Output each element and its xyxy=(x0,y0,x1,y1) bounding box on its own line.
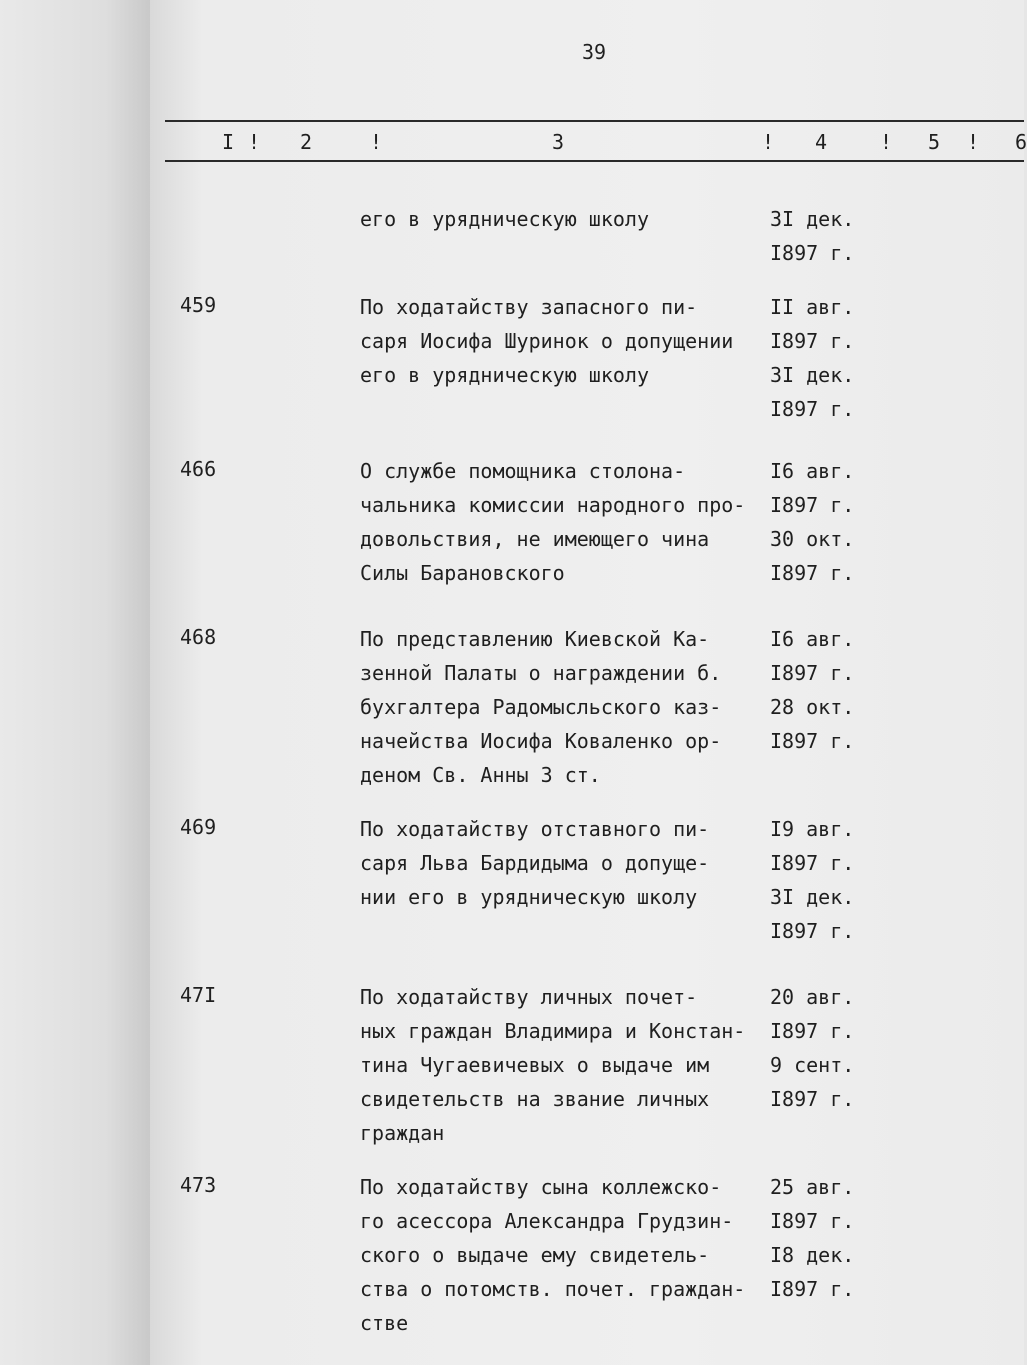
entry-dates xyxy=(770,812,890,948)
date-line: I6 авг. xyxy=(770,459,855,483)
date-line: I897 г. xyxy=(770,329,855,353)
description-line: По ходатайству запасного пи- xyxy=(360,295,698,319)
entry-number: 47I xyxy=(180,983,217,1007)
date-line: I897 г. xyxy=(770,729,855,753)
date-line: I897 г. xyxy=(770,561,855,585)
entry-description xyxy=(360,1170,780,1340)
description-line: По ходатайству сына коллежско- xyxy=(360,1175,722,1199)
date-line: 28 окт. xyxy=(770,695,855,719)
description-line: По ходатайству отставного пи- xyxy=(360,817,710,841)
date-line: 25 авг. xyxy=(770,1175,855,1199)
description-line: Силы Барановского xyxy=(360,561,565,585)
description-line: начейства Иосифа Коваленко ор- xyxy=(360,729,722,753)
description-line: зенной Палаты о награждении б. xyxy=(360,661,722,685)
entry-dates xyxy=(770,980,890,1116)
description-line: О службе помощника столона- xyxy=(360,459,686,483)
description-line: стве xyxy=(360,1311,409,1335)
entry-number: 466 xyxy=(180,457,217,481)
entry-number: 469 xyxy=(180,815,217,839)
entry-dates xyxy=(770,454,890,590)
date-line: 3I дек. xyxy=(770,363,855,387)
left-page-margin xyxy=(0,0,150,1365)
header-col-8: 5 xyxy=(928,130,941,154)
entry-description xyxy=(360,622,780,792)
header-col-0: I xyxy=(222,130,235,154)
entry-description xyxy=(360,202,780,236)
header-col-9: ! xyxy=(967,130,980,154)
header-rule-bottom xyxy=(165,160,1024,162)
entry-dates xyxy=(770,290,890,426)
description-line: деном Св. Анны 3 ст. xyxy=(360,763,601,787)
description-line: его в урядническую школу xyxy=(360,207,649,231)
entry-description xyxy=(360,812,780,914)
description-line: саря Иосифа Шуринок о допущении xyxy=(360,329,734,353)
entry-dates xyxy=(770,622,890,758)
header-col-2: 2 xyxy=(300,130,313,154)
description-line: ства о потомств. почет. граждан- xyxy=(360,1277,746,1301)
header-col-4: 3 xyxy=(552,130,565,154)
date-line: I897 г. xyxy=(770,851,855,875)
date-line: 3I дек. xyxy=(770,885,855,909)
description-line: довольствия, не имеющего чина xyxy=(360,527,710,551)
header-col-3: ! xyxy=(370,130,383,154)
date-line: I897 г. xyxy=(770,919,855,943)
date-line: I6 авг. xyxy=(770,627,855,651)
entry-number: 459 xyxy=(180,293,217,317)
description-line: По ходатайству личных почет- xyxy=(360,985,698,1009)
date-line: I897 г. xyxy=(770,661,855,685)
entry-dates xyxy=(770,1170,890,1306)
date-line: 3I дек. xyxy=(770,207,855,231)
date-line: I9 авг. xyxy=(770,817,855,841)
date-line: I897 г. xyxy=(770,241,855,265)
date-line: II авг. xyxy=(770,295,855,319)
description-line: По представлению Киевской Ка- xyxy=(360,627,710,651)
description-line: бухгалтера Радомысльского каз- xyxy=(360,695,722,719)
description-line: саря Льва Бардидыма о допуще- xyxy=(360,851,710,875)
header-col-1: ! xyxy=(248,130,261,154)
date-line: 9 сент. xyxy=(770,1053,855,1077)
header-rule-top xyxy=(165,120,1024,122)
description-line: нии его в урядническую школу xyxy=(360,885,698,909)
date-line: I897 г. xyxy=(770,1087,855,1111)
date-line: I897 г. xyxy=(770,397,855,421)
header-col-10: 6 xyxy=(1015,130,1027,154)
entry-dates xyxy=(770,202,890,270)
entry-number: 473 xyxy=(180,1173,217,1197)
description-line: граждан xyxy=(360,1121,445,1145)
date-line: I8 дек. xyxy=(770,1243,855,1267)
entry-description xyxy=(360,290,780,392)
entry-description xyxy=(360,980,780,1150)
date-line: I897 г. xyxy=(770,1019,855,1043)
page-number: 39 xyxy=(582,40,607,64)
date-line: I897 г. xyxy=(770,1209,855,1233)
date-line: I897 г. xyxy=(770,493,855,517)
description-line: свидетельств на звание личных xyxy=(360,1087,710,1111)
description-line: ных граждан Владимира и Констан- xyxy=(360,1019,746,1043)
header-col-5: ! xyxy=(762,130,775,154)
entry-number: 468 xyxy=(180,625,217,649)
date-line: I897 г. xyxy=(770,1277,855,1301)
description-line: тина Чугаевичевых о выдаче им xyxy=(360,1053,710,1077)
entry-description xyxy=(360,454,780,590)
description-line: чальника комиссии народного про- xyxy=(360,493,746,517)
date-line: 30 окт. xyxy=(770,527,855,551)
description-line: ского о выдаче ему свидетель- xyxy=(360,1243,710,1267)
description-line: го асессора Александра Грудзин- xyxy=(360,1209,734,1233)
header-col-7: ! xyxy=(880,130,893,154)
header-col-6: 4 xyxy=(815,130,828,154)
date-line: 20 авг. xyxy=(770,985,855,1009)
description-line: его в урядническую школу xyxy=(360,363,649,387)
